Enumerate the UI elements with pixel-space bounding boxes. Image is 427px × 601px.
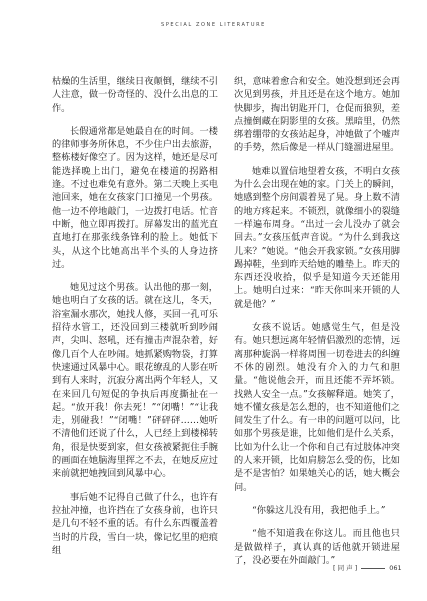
page-number: 061 <box>389 564 402 572</box>
paragraph: “你躲这儿没有用，我把他手上。” <box>252 504 386 516</box>
paragraph: “他不知道我在你这儿。而且他也只是做做样子，真认真的话他就开锁进屋了，没必要在外面敲门。” <box>234 528 400 566</box>
paragraph: 枯燥的生活里，继续日夜颠倒，继续不引人注意，做一份奇怪的、没什么出息的工作。 <box>52 76 218 114</box>
paragraph: 织，意味着愈合和安全。她没想到还会再次见到男孩，并且还是在这个地方。她加快脚步，掏出钥匙开门，仓促而狼狈，差点撞倒藏在阴影里的女孩。黑暗里，仍然绑着绷带的女孩站起身，冲她做了个嘘声的手势，然后像是一样从门缝溜进屋里。 <box>234 76 400 154</box>
paragraph: 她见过这个男孩。认出他的那一刻，她也明白了女孩的话。就在这儿，冬天，浴室漏水那次，她找人修，买回一孔可乐招待水管工，还没回到三楼就听到吵闹声，尖叫、怒吼，还有撞击声混杂着，好像几百个人在吵闹。她抓紧购物袋，打算快速通过风暴中心。眼花缭乱的人影在听到有人来时，沉寂分离出两个年轻人，又在来回几句短促的争执后再度撕扯在一起。“放开我！你去死！”“闭嘴！”“让我走，别碰我！”“闭嘴！”砰砰砰……她听不清他们还说了什么，人已经上到楼梯转角，很是快要到家，但女孩被紧扼住手腕的画面在她脑海里挥之不去，在她反应过来前就把她拽回到风暴中心。 <box>52 282 218 480</box>
running-header: SPECIAL ZONE LITERATURE <box>161 22 266 28</box>
paragraph: 事后她不记得自己做了什么，也许有拉扯冲撞，也许挡在了女孩身前，也许只是几句不轻不重的话。有什么东西覆盖着当时的片段，雪白一块，像记忆里的疤痕组 <box>52 491 218 556</box>
paragraph: 女孩不说话。她感觉生气，但是没有。她只想远离年轻情侣激烈的恋情，远离那种旋涡一样将周围一切卷进去的纠缠不休的剧烈。她没有介入的力气和胆量。“他说他会开，而且还能不弄坏锁。找熟人安全一点。”女孩解释道。她笑了，她不懂女孩是怎么想的，也不知道他们之间发生了什么。有一串的问题可以问，比如那个男孩是谁，比如他们是什么关系，比如为什么让一个你和自己有过肢体冲突的人来开锁，比如肩膀怎么受的伤，比如是不是害怕？如果她关心的话，她大概会问。 <box>234 322 400 493</box>
section-label: [ 同 声 ] <box>333 564 358 572</box>
paragraph: 长假通常都是她最自在的时间。一楼的律师事务所休息，不少住户出去旅游，整栋楼好像空了。因为这样，她还是尽可能选择晚上出门，避免在楼道的拐路相逢。不过也难免有意外。第二天晚上买电池回来，她在女孩家门口撞见一个男孩。他一边不停地敲门，一边拨打电话。忙音中断，他立即再拨打。屏幕发出的蓝光直直地打在那张线条锋利的脸上。她低下头，从这个比她高出半个头的人身边挤过。 <box>52 125 218 270</box>
paragraph: 她难以置信地望着女孩，不明白女孩为什么会出现在她的家。门关上的瞬间，她感到整个房间震着晃了晃。身上数不清的地方疼起来。不锁烈，就像细小的裂缝一样遍布周身。“出过一会儿没办了就会回去。”女孩压低声音说。“为什么到我这儿来？”她说。“他会开我家锁。”女孩用脚踢掉鞋，坐到昨天给她的雕垫上。昨天的东西还没收拾，似乎是知道今天还能用上。她明白过来：“昨天你叫来开锁的人就是他？” <box>234 165 400 310</box>
page-footer <box>333 563 402 572</box>
right-column <box>234 75 400 567</box>
left-column <box>52 75 218 557</box>
footer-rule <box>361 568 385 569</box>
